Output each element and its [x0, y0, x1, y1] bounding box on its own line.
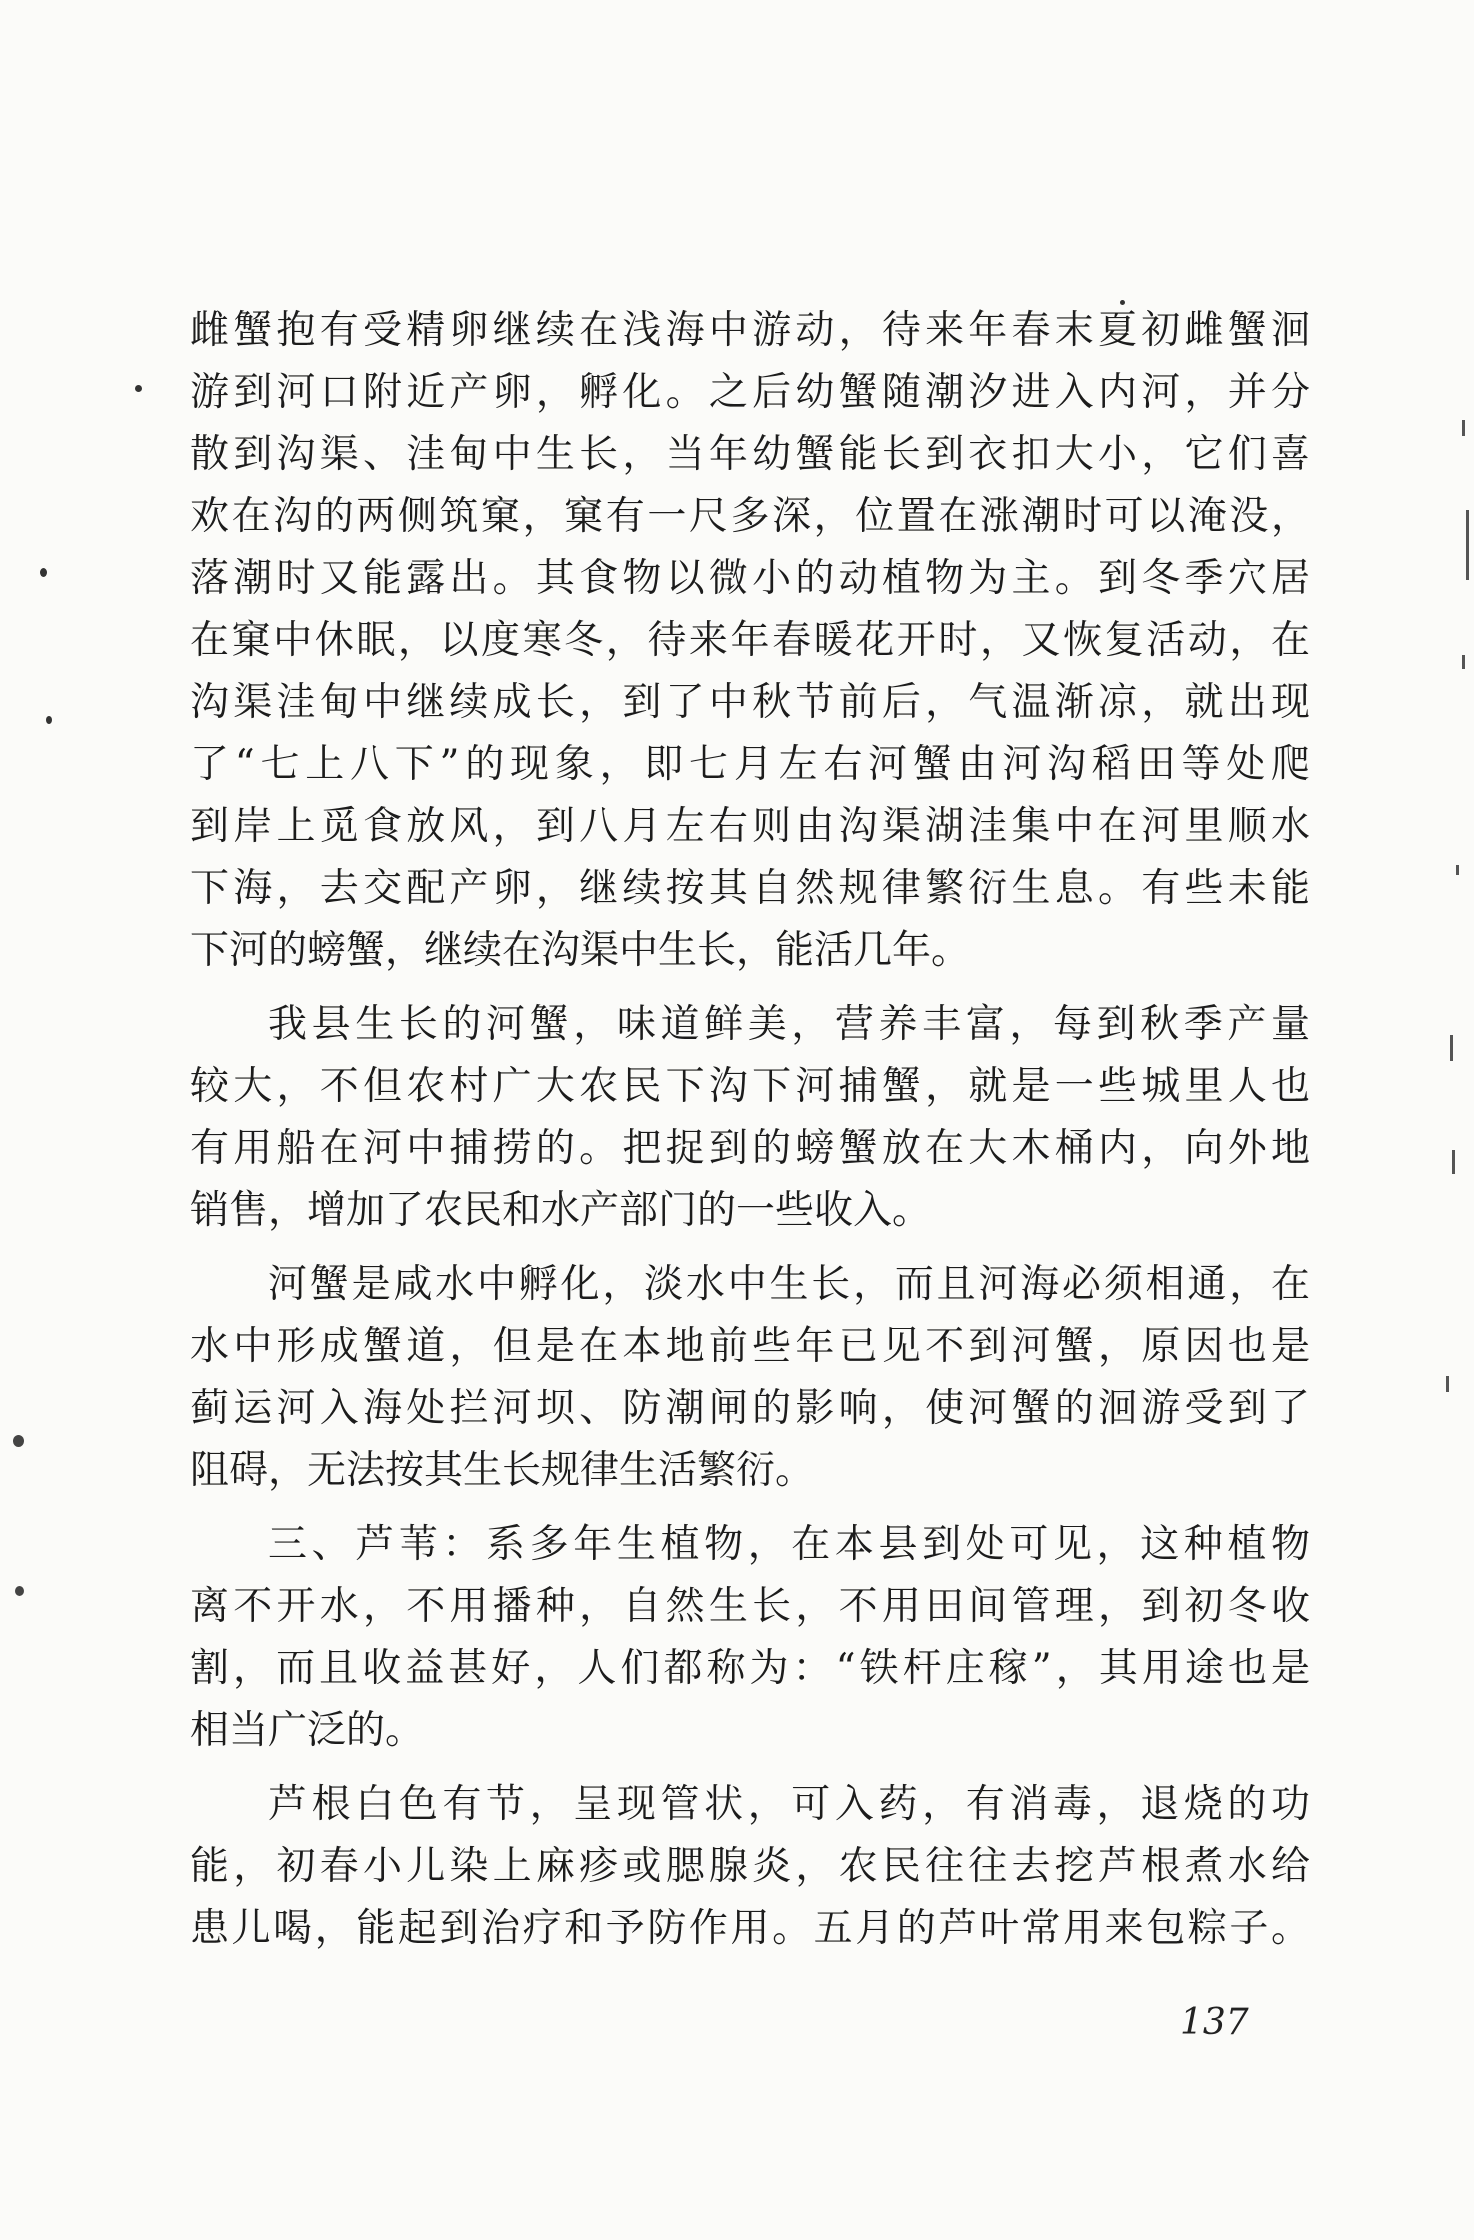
text-line: 蓟运河入海处拦河坝、防潮闸的影响，使河蟹的洄游受到了: [190, 1386, 1310, 1431]
scan-edge-mark: [1446, 1376, 1449, 1392]
page-number: 137: [1180, 2002, 1249, 2043]
scan-edge-mark: [1462, 655, 1465, 669]
scan-edge-mark: [1456, 865, 1459, 875]
text-line: 芦根白色有节，呈现管状，可入药，有消毒，退烧的功: [268, 1782, 1310, 1827]
scan-speck: [135, 385, 142, 392]
body-text: [190, 300, 1310, 1960]
text-line: 销售，增加了农民和水产部门的一些收入。: [190, 1188, 932, 1233]
paragraph-crab-life-cycle: [190, 300, 1310, 982]
text-line: 了“七上八下”的现象，即七月左右河蟹由河沟稻田等处爬: [190, 742, 1310, 787]
text-line: 阻碍，无法按其生长规律生活繁衍。: [190, 1448, 815, 1493]
text-line: 河蟹是咸水中孵化，淡水中生长，而且河海必须相通，在: [268, 1262, 1310, 1307]
text-line: 在窠中休眠，以度寒冬，待来年春暖花开时，又恢复活动，在: [190, 618, 1310, 663]
paragraph-reed-root: [190, 1774, 1310, 1960]
paragraph-reed-intro: [190, 1514, 1310, 1762]
text-line: 水中形成蟹道，但是在本地前些年已见不到河蟹，原因也是: [190, 1324, 1310, 1369]
scan-speck: [15, 1586, 24, 1596]
text-line: 欢在沟的两侧筑窠，窠有一尺多深，位置在涨潮时可以淹没，: [190, 494, 1310, 539]
text-line: 患儿喝，能起到治疗和予防作用。五月的芦叶常用来包粽子。: [190, 1906, 1310, 1951]
scan-speck: [46, 716, 52, 724]
text-line: 相当广泛的。: [190, 1708, 425, 1753]
paragraph-crab-harvest: [190, 994, 1310, 1242]
text-line: 有用船在河中捕捞的。把捉到的螃蟹放在大木桶内，向外地: [190, 1126, 1310, 1171]
text-line: 到岸上觅食放风，到八月左右则由沟渠湖洼集中在河里顺水: [190, 804, 1310, 849]
text-line: 能，初春小儿染上麻疹或腮腺炎，农民往往去挖芦根煮水给: [190, 1844, 1310, 1889]
text-line: 下海，去交配产卵，继续按其自然规律繁衍生息。有些未能: [190, 866, 1310, 911]
text-line: 我县生长的河蟹，味道鲜美，营养丰富，每到秋季产量: [268, 1002, 1310, 1047]
scan-speck: [1120, 300, 1125, 305]
scan-edge-mark: [1450, 1035, 1453, 1061]
text-line: 三、芦苇：系多年生植物，在本县到处可见，这种植物: [268, 1522, 1310, 1567]
scan-speck: [13, 1435, 24, 1447]
text-line: 散到沟渠、洼甸中生长，当年幼蟹能长到衣扣大小，它们喜: [190, 432, 1310, 477]
text-line: 沟渠洼甸中继续成长，到了中秋节前后，气温渐凉，就出现: [190, 680, 1310, 725]
text-line: 割，而且收益甚好，人们都称为：“铁杆庄稼”，其用途也是: [190, 1646, 1310, 1691]
text-line: 雌蟹抱有受精卵继续在浅海中游动，待来年春末夏初雌蟹洄: [190, 308, 1310, 353]
text-line: 落潮时又能露出。其食物以微小的动植物为主。到冬季穴居: [190, 556, 1310, 601]
paragraph-crab-migration: [190, 1254, 1310, 1502]
scan-edge-mark: [1452, 1150, 1455, 1174]
scan-edge-mark: [1462, 420, 1465, 436]
scan-speck: [40, 568, 47, 577]
text-line: 游到河口附近产卵，孵化。之后幼蟹随潮汐进入内河，并分: [190, 370, 1310, 415]
text-line: 下河的螃蟹，继续在沟渠中生长，能活几年。: [190, 928, 971, 973]
text-line: 离不开水，不用播种，自然生长，不用田间管理，到初冬收: [190, 1584, 1310, 1629]
scan-edge-mark: [1466, 510, 1469, 580]
text-line: 较大，不但农村广大农民下沟下河捕蟹，就是一些城里人也: [190, 1064, 1310, 1109]
